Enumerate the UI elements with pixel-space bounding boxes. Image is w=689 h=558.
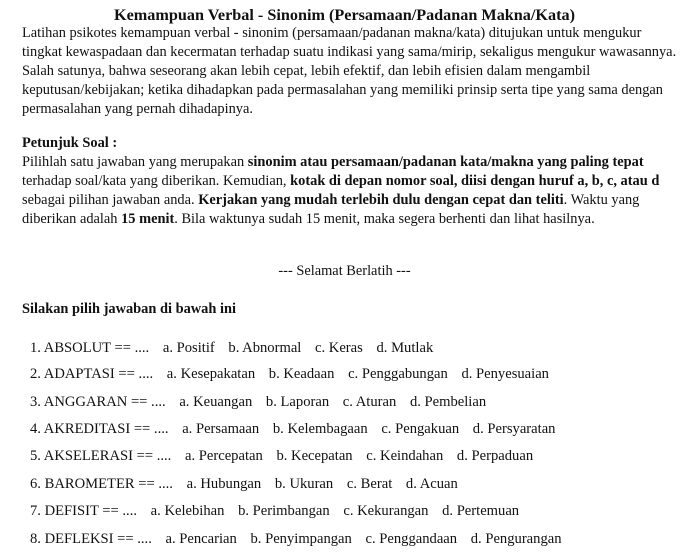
option-a: a. Kesepakatan bbox=[166, 366, 256, 382]
question-item bbox=[30, 501, 529, 521]
option-b: b. Kecepatan bbox=[276, 448, 353, 464]
question-stem: 6. BAROMETER == .... bbox=[30, 476, 173, 492]
question-item bbox=[30, 529, 572, 549]
intro-paragraph: Latihan psikotes kemampuan verbal - sinonim (persamaan/padanan makna/kata) ditujukan untuk mengukur tingkat kewaspadaan dan kecermatan terhadap suatu indikasi yang sama/mirip, sekaligus mengukur wawasannya. Salah satunya, bahwa seseorang akan lebih cepat, lebih efektif, dan lebih efisien dalam mengambil keputusan/kebijakan; ketika dihadapkan pada permasalahan yang memiliki prinsip serta tipe yang sama dengan permasalahan yang pernah dihadapinya. bbox=[22, 25, 677, 117]
instructions-emphasis: Kerjakan yang mudah terlebih dulu dengan cepat dan teliti bbox=[198, 192, 564, 208]
option-b: b. Perimbangan bbox=[238, 503, 330, 519]
option-a: a. Pencarian bbox=[165, 531, 237, 547]
option-a: a. Positif bbox=[162, 340, 215, 356]
option-b: b. Ukuran bbox=[274, 476, 334, 492]
option-d: d. Persyaratan bbox=[472, 421, 556, 437]
question-item bbox=[30, 474, 468, 494]
instructions-emphasis: 15 menit bbox=[121, 211, 175, 227]
answer-prompt: Silakan pilih jawaban di bawah ini bbox=[22, 301, 236, 317]
option-d: d. Pengurangan bbox=[470, 531, 562, 547]
instructions-heading: Petunjuk Soal : bbox=[22, 135, 118, 151]
question-stem: 3. ANGGARAN == .... bbox=[30, 394, 166, 410]
page-title: Kemampuan Verbal - Sinonim (Persamaan/Padanan Makna/Kata) bbox=[114, 6, 575, 24]
option-a: a. Kelebihan bbox=[150, 503, 225, 519]
option-d: d. Acuan bbox=[405, 476, 458, 492]
option-a: a. Percepatan bbox=[184, 448, 263, 464]
option-c: c. Keras bbox=[315, 340, 363, 356]
option-b: b. Laporan bbox=[265, 394, 330, 410]
question-item bbox=[30, 364, 559, 384]
instructions-paragraph bbox=[22, 153, 682, 229]
option-b: b. Abnormal bbox=[228, 340, 302, 356]
option-b: b. Penyimpangan bbox=[250, 531, 352, 547]
option-c: c. Keindahan bbox=[366, 448, 444, 464]
question-stem: 4. AKREDITASI == .... bbox=[30, 421, 169, 437]
option-a: a. Persamaan bbox=[182, 421, 260, 437]
option-d: d. Pertemuan bbox=[442, 503, 520, 519]
option-d: d. Perpaduan bbox=[456, 448, 534, 464]
question-stem: 2. ADAPTASI == .... bbox=[30, 366, 154, 382]
question-item bbox=[30, 446, 543, 466]
option-b: b. Kelembagaan bbox=[272, 421, 368, 437]
option-a: a. Keuangan bbox=[179, 394, 253, 410]
question-stem: 5. AKSELERASI == .... bbox=[30, 448, 172, 464]
option-c: c. Penggandaan bbox=[365, 531, 458, 547]
option-d: d. Mutlak bbox=[376, 340, 434, 356]
instructions-emphasis: sinonim atau persamaan/padanan kata/makna yang paling tepat bbox=[247, 154, 644, 170]
question-item bbox=[30, 392, 496, 412]
option-b: b. Keadaan bbox=[268, 366, 335, 382]
question-stem: 8. DEFLEKSI == .... bbox=[30, 531, 152, 547]
option-c: c. Berat bbox=[346, 476, 393, 492]
option-c: c. Kekurangan bbox=[343, 503, 429, 519]
question-item bbox=[30, 419, 565, 439]
instructions-text: terhadap soal/kata yang diberikan. Kemudian, bbox=[22, 173, 291, 189]
question-stem: 7. DEFISIT == .... bbox=[30, 503, 138, 519]
greeting-line: --- Selamat Berlatih --- bbox=[278, 263, 411, 279]
option-d: d. Pembelian bbox=[409, 394, 487, 410]
instructions-text: sebagai pilihan jawaban anda. bbox=[22, 192, 199, 208]
question-item bbox=[30, 338, 443, 358]
question-stem: 1. ABSOLUT == .... bbox=[30, 340, 150, 356]
instructions-text: . Bila waktunya sudah 15 menit, maka segera berhenti dan lihat hasilnya. bbox=[174, 211, 595, 227]
option-a: a. Hubungan bbox=[186, 476, 262, 492]
instructions-text: . Waktu yang diberikan adalah bbox=[22, 192, 640, 227]
option-c: c. Pengakuan bbox=[381, 421, 460, 437]
option-c: c. Aturan bbox=[342, 394, 397, 410]
option-c: c. Penggabungan bbox=[348, 366, 448, 382]
option-d: d. Penyesuaian bbox=[461, 366, 549, 382]
instructions-emphasis: kotak di depan nomor soal, diisi dengan huruf a, b, c, atau d bbox=[290, 173, 660, 189]
instructions-text: Pilihlah satu jawaban yang merupakan bbox=[22, 154, 248, 170]
